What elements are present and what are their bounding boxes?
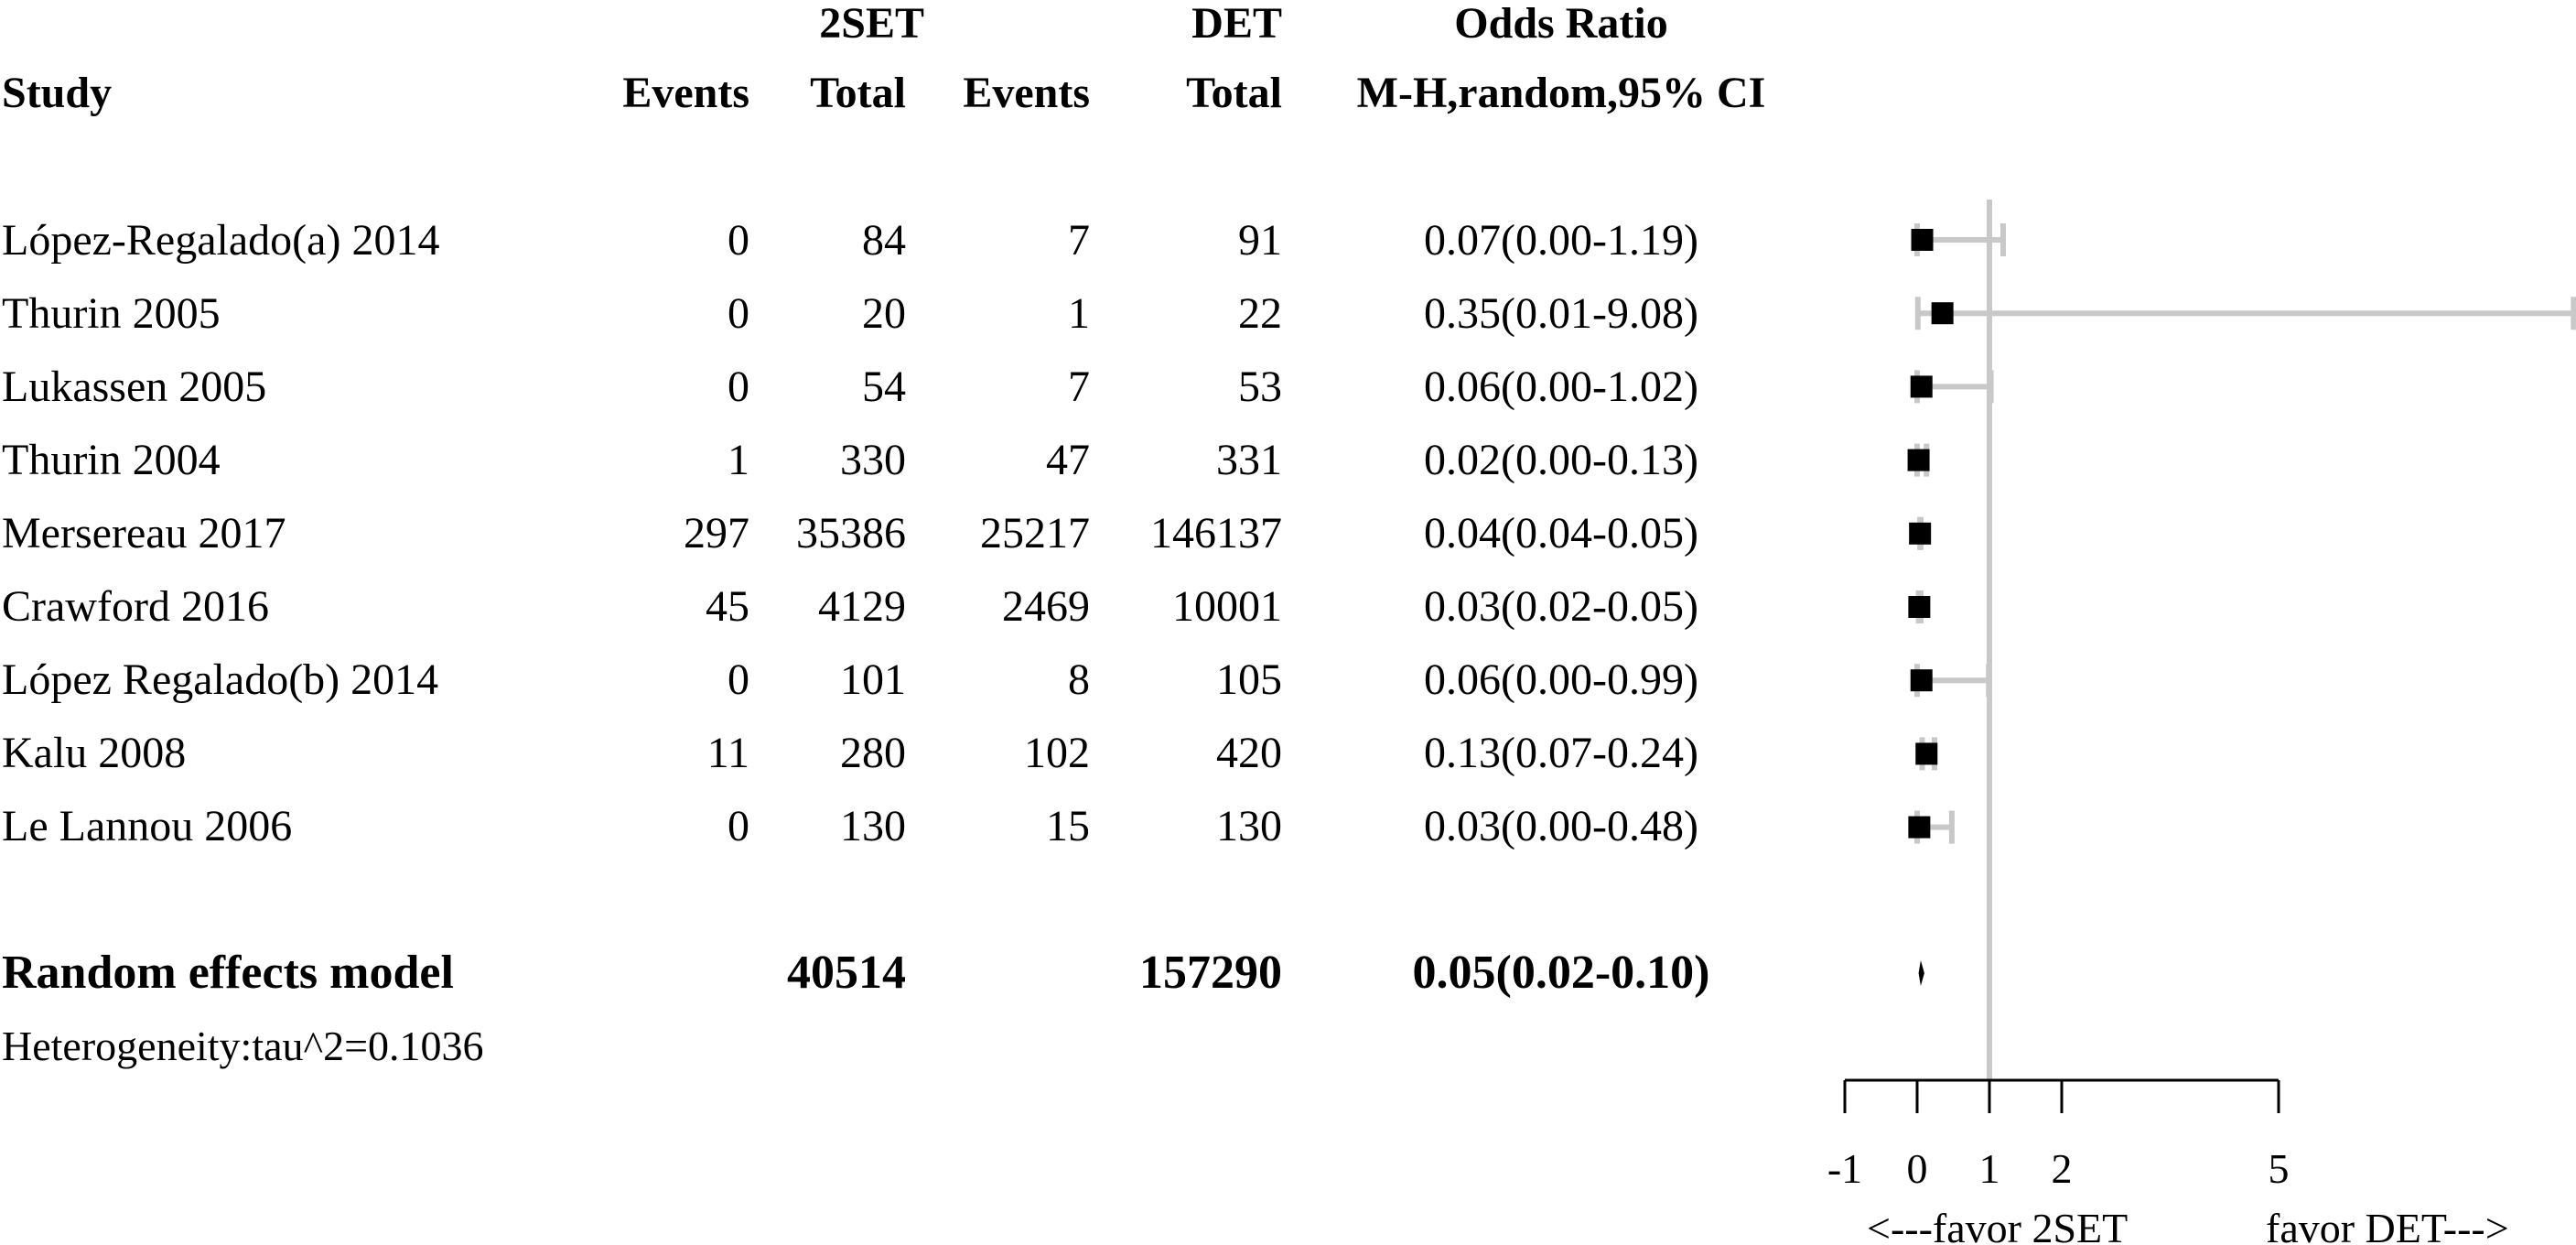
summary-total-det: 157290 xyxy=(1139,947,1282,999)
total-det: 105 xyxy=(1216,655,1282,704)
total-det: 420 xyxy=(1216,729,1282,777)
total-det: 91 xyxy=(1238,216,1282,265)
study-name: Crawford 2016 xyxy=(2,582,269,631)
total-det: 331 xyxy=(1216,436,1282,484)
odds-ratio-ci: 0.04(0.04-0.05) xyxy=(1424,509,1698,558)
x-axis-tick-label: 2 xyxy=(2051,1145,2073,1192)
header-effect-method: M-H,random,95% CI xyxy=(1356,69,1766,117)
point-estimate-marker xyxy=(1909,523,1931,545)
point-estimate-marker xyxy=(1911,375,1933,397)
summary-diamond xyxy=(1919,960,1924,986)
total-2set: 54 xyxy=(862,363,906,411)
events-det: 7 xyxy=(1068,216,1090,265)
events-det: 8 xyxy=(1068,655,1090,704)
x-axis-tick-label: 5 xyxy=(2268,1145,2290,1192)
events-det: 25217 xyxy=(980,509,1090,558)
x-axis-tick-label: 1 xyxy=(1978,1145,2000,1192)
events-det: 1 xyxy=(1068,289,1090,338)
total-2set: 130 xyxy=(840,802,906,850)
point-estimate-marker xyxy=(1908,596,1930,618)
events-det: 7 xyxy=(1068,363,1090,411)
study-name: López Regalado(b) 2014 xyxy=(2,655,439,704)
favor-det-label: favor DET---> xyxy=(2266,1205,2509,1245)
odds-ratio-ci: 0.07(0.00-1.19) xyxy=(1424,216,1698,265)
study-name: López-Regalado(a) 2014 xyxy=(2,216,440,265)
point-estimate-marker xyxy=(1915,742,1937,764)
total-det: 130 xyxy=(1216,802,1282,850)
odds-ratio-ci: 0.35(0.01-9.08) xyxy=(1424,289,1698,338)
total-det: 146137 xyxy=(1150,509,1282,558)
summary-name: Random effects model xyxy=(2,947,454,999)
study-name: Thurin 2005 xyxy=(2,289,221,338)
header-group2: DET xyxy=(1191,0,1282,48)
summary-odds-ratio-ci: 0.05(0.02-0.10) xyxy=(1412,947,1710,999)
total-2set: 4129 xyxy=(818,582,906,631)
header-study: Study xyxy=(2,69,113,117)
total-2set: 280 xyxy=(840,729,906,777)
x-axis-tick-label: -1 xyxy=(1827,1145,1863,1192)
total-2set: 20 xyxy=(862,289,906,338)
study-name: Le Lannou 2006 xyxy=(2,802,293,850)
header-events2: Events xyxy=(963,69,1090,117)
events-det: 15 xyxy=(1046,802,1090,850)
total-det: 22 xyxy=(1238,289,1282,338)
odds-ratio-ci: 0.03(0.00-0.48) xyxy=(1424,802,1698,850)
header-events1: Events xyxy=(622,69,749,117)
header-total1: Total xyxy=(810,69,906,117)
events-2set: 1 xyxy=(728,436,749,484)
point-estimate-marker xyxy=(1908,817,1930,839)
odds-ratio-ci: 0.02(0.00-0.13) xyxy=(1424,436,1698,484)
study-name: Lukassen 2005 xyxy=(2,363,267,411)
odds-ratio-ci: 0.06(0.00-0.99) xyxy=(1424,655,1698,704)
events-2set: 45 xyxy=(706,582,749,631)
events-det: 2469 xyxy=(1002,582,1090,631)
header-effect-title: Odds Ratio xyxy=(1454,0,1668,48)
events-det: 47 xyxy=(1046,436,1090,484)
summary-total-2set: 40514 xyxy=(787,947,906,999)
total-det: 10001 xyxy=(1172,582,1282,631)
events-det: 102 xyxy=(1024,729,1090,777)
header-total2: Total xyxy=(1186,69,1282,117)
study-name: Kalu 2008 xyxy=(2,729,187,777)
study-name: Thurin 2004 xyxy=(2,436,221,484)
point-estimate-marker xyxy=(1932,302,1954,324)
odds-ratio-ci: 0.03(0.02-0.05) xyxy=(1424,582,1698,631)
point-estimate-marker xyxy=(1911,669,1933,691)
total-2set: 35386 xyxy=(796,509,906,558)
favor-2set-label: <---favor 2SET xyxy=(1867,1205,2129,1245)
heterogeneity-text: Heterogeneity:tau^2=0.1036 xyxy=(2,1023,484,1069)
study-name: Mersereau 2017 xyxy=(2,509,286,558)
point-estimate-marker xyxy=(1908,449,1930,471)
events-2set: 0 xyxy=(728,363,749,411)
total-2set: 101 xyxy=(840,655,906,704)
events-2set: 0 xyxy=(728,802,749,850)
events-2set: 0 xyxy=(728,289,749,338)
events-2set: 0 xyxy=(728,655,749,704)
odds-ratio-ci: 0.06(0.00-1.02) xyxy=(1424,363,1698,411)
x-axis-tick-label: 0 xyxy=(1906,1145,1928,1192)
events-2set: 0 xyxy=(728,216,749,265)
events-2set: 11 xyxy=(706,729,749,777)
total-det: 53 xyxy=(1238,363,1282,411)
events-2set: 297 xyxy=(684,509,749,558)
total-2set: 84 xyxy=(862,216,906,265)
point-estimate-marker xyxy=(1912,229,1934,251)
header-group1: 2SET xyxy=(819,0,924,48)
total-2set: 330 xyxy=(840,436,906,484)
odds-ratio-ci: 0.13(0.07-0.24) xyxy=(1424,729,1698,777)
